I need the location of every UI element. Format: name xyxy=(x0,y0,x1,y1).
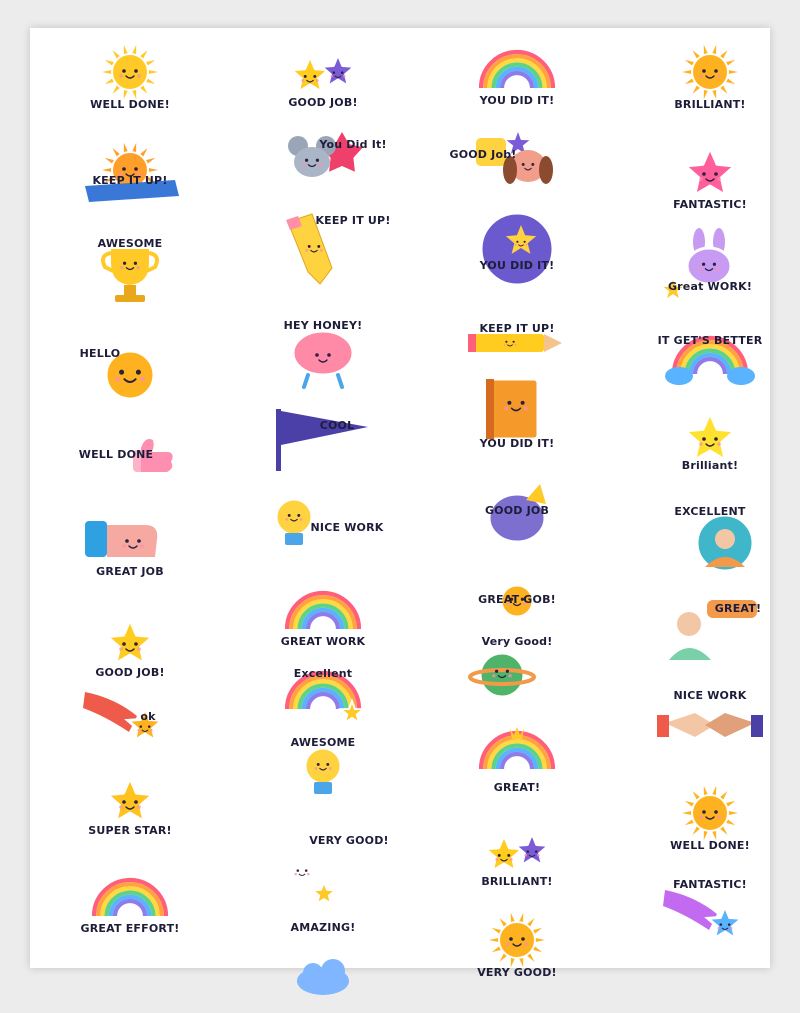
sticker-label: Brilliant! xyxy=(681,459,739,472)
big-thumb-icon xyxy=(75,503,185,595)
sun-icon xyxy=(75,42,185,134)
sticker-label: WELL DONE! xyxy=(670,839,750,852)
sticker xyxy=(462,723,572,815)
sticker xyxy=(268,921,378,1013)
sticker-label: FANTASTIC! xyxy=(673,878,747,891)
sticker-label: FANTASTIC! xyxy=(673,198,747,211)
two-stars-icon xyxy=(268,42,378,134)
sticker xyxy=(75,680,185,772)
sticker xyxy=(268,493,384,585)
sticker xyxy=(268,583,378,675)
sticker xyxy=(655,42,765,134)
sticker-label: GOOD JOB xyxy=(484,504,550,517)
sticker xyxy=(75,766,185,858)
sticker-label: GREAT WORK xyxy=(280,635,366,648)
sticker-label: Excellent xyxy=(293,667,353,680)
bunny-icon xyxy=(655,228,765,320)
book-icon xyxy=(462,373,572,465)
sticker-label: HELLO xyxy=(79,347,121,360)
sticker-label: GREAT EFFORT! xyxy=(80,922,180,935)
sticker-label: NICE WORK xyxy=(310,521,384,534)
sticker-label: SUPER STAR! xyxy=(88,824,172,837)
sticker-grid xyxy=(30,28,770,979)
sticker-label: GREAT! xyxy=(493,781,541,794)
sticker-label: HEY HONEY! xyxy=(283,319,363,332)
sticker xyxy=(268,736,378,828)
sticker xyxy=(655,403,765,495)
sticker-label: WELL DONE xyxy=(78,448,154,461)
sticker-label: YOU DID IT! xyxy=(479,94,555,107)
sticker xyxy=(75,233,185,325)
sticker-label: GOOD JOB! xyxy=(288,96,358,109)
sticker xyxy=(655,878,765,970)
sticker-label: KEEP IT UP! xyxy=(92,174,168,187)
sticker-label: EXCELLENT xyxy=(674,505,746,518)
sticker-label: WELL DONE! xyxy=(90,98,170,111)
sun-icon xyxy=(655,783,765,875)
sticker-label: BRILLIANT! xyxy=(674,98,746,111)
shooting-star-blue-icon xyxy=(655,878,765,970)
sticker xyxy=(655,683,765,775)
sticker-label: GREAT! xyxy=(714,602,762,615)
sticker-label: AWESOME xyxy=(97,237,163,250)
sticker-label: KEEP IT UP! xyxy=(479,322,555,335)
sun-icon xyxy=(462,910,572,1002)
sticker xyxy=(655,783,765,875)
sticker xyxy=(75,870,185,962)
sticker-label: GREAT JOB xyxy=(96,565,164,578)
sticker xyxy=(268,208,391,300)
sticker-label: GOOD Job! xyxy=(449,148,517,161)
yellow-star-icon xyxy=(655,403,765,495)
sticker-label: Very Good! xyxy=(481,635,553,648)
sticker-label: VERY GOOD! xyxy=(477,966,557,979)
shooting-star-icon xyxy=(75,680,185,772)
sun-icon xyxy=(655,42,765,134)
sticker xyxy=(75,140,185,232)
sticker-label: AWESOME xyxy=(290,736,356,749)
sticker-label: VERY GOOD! xyxy=(309,834,389,847)
rainbow-icon xyxy=(268,583,378,675)
sticker-label: COOL xyxy=(319,419,355,432)
sticker xyxy=(75,503,185,595)
sticker-label: GREAT GOB! xyxy=(478,593,556,606)
sticker-label: GOOD JOB! xyxy=(95,666,165,679)
sticker xyxy=(75,335,185,427)
sticker xyxy=(462,633,572,725)
sticker-label: BRILLIANT! xyxy=(481,875,553,888)
bulb-face-icon xyxy=(268,736,378,828)
sticker xyxy=(655,598,765,690)
pink-star-icon xyxy=(655,138,765,230)
star-icon xyxy=(75,766,185,858)
sticker xyxy=(268,828,389,920)
sticker xyxy=(462,821,572,913)
dog-icon xyxy=(462,128,572,220)
sticker xyxy=(268,42,378,134)
sticker-label: YOU DID IT! xyxy=(479,259,555,272)
rainbow-icon xyxy=(462,42,572,134)
sticker xyxy=(655,503,765,595)
sticker xyxy=(655,138,765,230)
sticker-label: IT GET'S BETTER xyxy=(657,334,763,347)
sticker-label: ok xyxy=(140,710,156,723)
sticker-label: Great WORK! xyxy=(667,280,753,293)
sticker xyxy=(655,228,765,320)
sticker-label: AMAZING! xyxy=(290,921,356,934)
two-stars-icon xyxy=(462,821,572,913)
sticker-label: NICE WORK xyxy=(673,689,747,702)
sticker xyxy=(268,403,378,495)
sticker xyxy=(462,213,572,305)
sticker xyxy=(268,128,387,220)
sticker xyxy=(462,373,572,465)
sticker xyxy=(268,313,378,405)
cloud-icon xyxy=(268,921,378,1013)
sticker-label: KEEP IT UP! xyxy=(315,214,391,227)
bulb-icon xyxy=(268,493,378,585)
sticker xyxy=(462,42,572,134)
sticker xyxy=(449,128,572,220)
rainbow-crown-icon xyxy=(462,723,572,815)
sticker-label: You Did It! xyxy=(319,138,387,151)
pennant-icon xyxy=(268,403,378,495)
party-blob-icon xyxy=(462,478,572,570)
sticker-label: YOU DID IT! xyxy=(479,437,555,450)
sticker xyxy=(75,42,185,134)
sticker xyxy=(462,478,572,570)
rainbow-icon xyxy=(75,870,185,962)
sticker xyxy=(462,910,572,1002)
